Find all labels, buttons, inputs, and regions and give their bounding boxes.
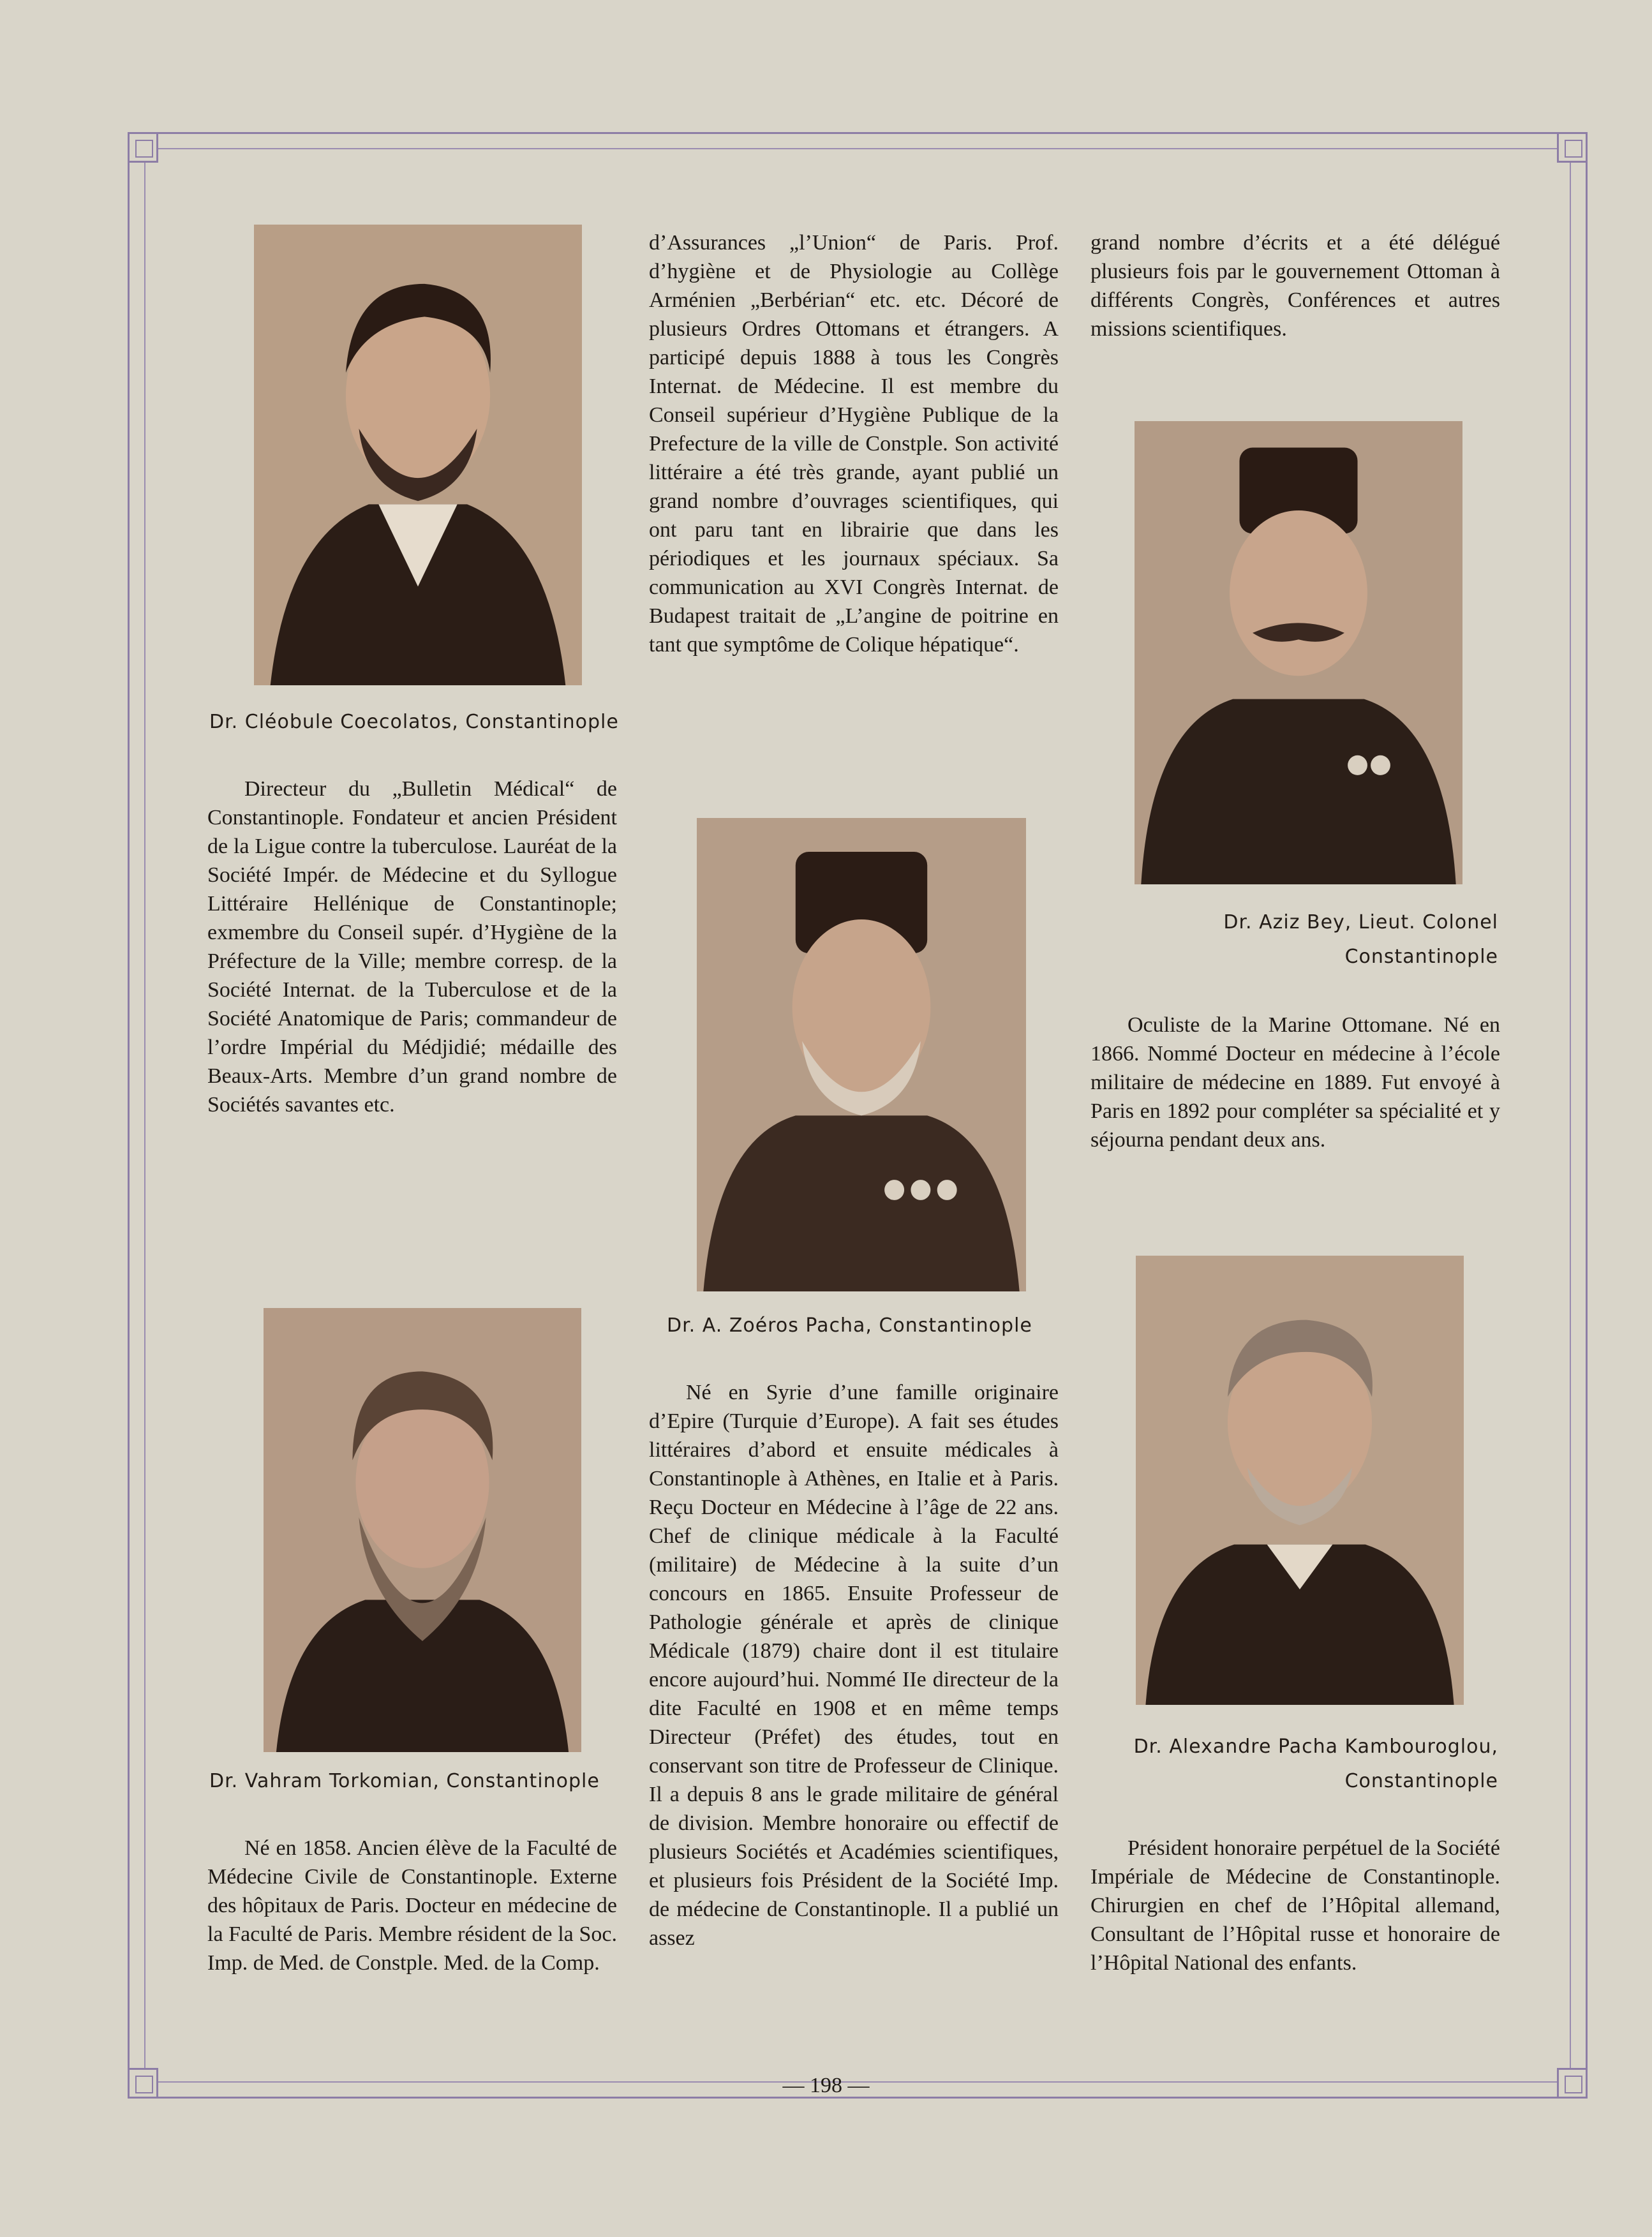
portrait-caption-place: Constantinople [1344, 946, 1498, 968]
portrait-photo-coecolatos [254, 225, 582, 685]
portrait-caption: Dr. Aziz Bey, Lieut. Colonel [1223, 911, 1498, 933]
page-number: — 198 — [782, 2074, 870, 2097]
biography-text: Président honoraire perpétuel de la Société Impériale de Médecine de Constantinople. Chirurgien en chef de l’Hôpital allemand, Consultant de l’Hôpital russe et honoraire de l’Hôpital National des enfants. [1090, 1836, 1500, 1975]
biography-text: Oculiste de la Marine Ottomane. Né en 1866. Nommé Docteur en médecine à l’école militaire de médecine en 1889. Fut envoyé à Paris en 1892 pour compléter sa spécialité et y séjourna pendant deux ans. [1090, 1013, 1500, 1152]
portrait-photo-kambouroglou [1136, 1256, 1464, 1705]
portrait-caption-place: Constantinople [1344, 1770, 1498, 1792]
biography-text-continued: grand nombre d’écrits et a été délégué plusieurs fois par le gouvernement Ottoman à différents Congrès, Conférences et autres missions scientifiques. [1090, 231, 1500, 341]
portrait-photo-torkomian [264, 1308, 581, 1752]
portrait-caption: Dr. Alexandre Pacha Kambouroglou, [1133, 1735, 1498, 1758]
biography-text-continued: d’Assurances „l’Union“ de Paris. Prof. d’hygiène et de Physiologie au Collège Arménien „Berbérian“ etc. etc. Décoré de plusieurs Ordres Ottomans et étrangers. A participé depuis 1888 à tous les Congrès Internat. de Médecine. Il est membre du Conseil supérieur d’Hygiène Publique de la Prefecture de la ville de Constple. Son activité littéraire a été très grande, ayant publié un grand nombre d’ouvrages scientifiques, qui ont paru tant en librairie que dans les périodiques et les journaux spéciaux. Sa communication au XVI Congrès Internat. de Budapest traitait de „L’angine de poitrine en tant que symptôme de Colique hépatique“. [649, 231, 1059, 657]
portrait-caption: Dr. Cléobule Coecolatos, Constantinople [209, 711, 619, 733]
portrait-photo-aziz-bey [1135, 421, 1462, 884]
portrait-caption: Dr. Vahram Torkomian, Constantinople [209, 1770, 600, 1792]
corner-ornament [128, 132, 158, 163]
biography-text: Directeur du „Bulletin Médical“ de Constantinople. Fondateur et ancien Président de la Ligue contre la tuberculose. Lauréat de la Société Impér. de Médecine et du Syllogue Littéraire Hellénique de Constantinople; exmembre du Conseil supér. d’Hygiène de la Préfecture de la Ville; membre corresp. de la Société Internat. de la Tuberculose et de la Société Anatomique de Paris; commandeur de l’ordre Impérial du Médjidié; médaille des Beaux-Arts. Membre d’un grand nombre de Sociétés savantes etc. [207, 777, 617, 1117]
portrait-caption: Dr. A. Zoéros Pacha, Constantinople [667, 1314, 1032, 1337]
biography-text: Né en 1858. Ancien élève de la Faculté de Médecine Civile de Constantinople. Externe des hôpitaux de Paris. Docteur en médecine de la Faculté de Paris. Membre résident de la Soc. Imp. de Med. de Constple. Med. de la Comp. [207, 1836, 617, 1975]
corner-ornament [1557, 132, 1588, 163]
portrait-photo-zoeros [697, 818, 1026, 1291]
biography-text: Né en Syrie d’une famille originaire d’Epire (Turquie d’Europe). A fait ses études littéraires d’abord et ensuite médicales à Constantinople à Athènes, en Italie et à Paris. Reçu Docteur en Médecine à l’âge de 22 ans. Chef de clinique médicale à la Faculté (militaire) de Médecine à la suite d’un concours en 1865. Ensuite Professeur de Pathologie générale et après de clinique Médicale (1879) chaire dont il est titulaire encore aujourd’hui. Nommé IIe directeur de la dite Faculté en 1908 et en même temps Directeur (Préfet) des études, tout en conservant son titre de Professeur de Clinique. Il a depuis 8 ans le grade militaire de général de division. Membre honoraire ou effectif de plusieurs Sociétés et Académies scientifiques, et plusieurs fois Président de la Société Imp. de médecine de Constantinople. Il a publié un assez [649, 1381, 1059, 1950]
